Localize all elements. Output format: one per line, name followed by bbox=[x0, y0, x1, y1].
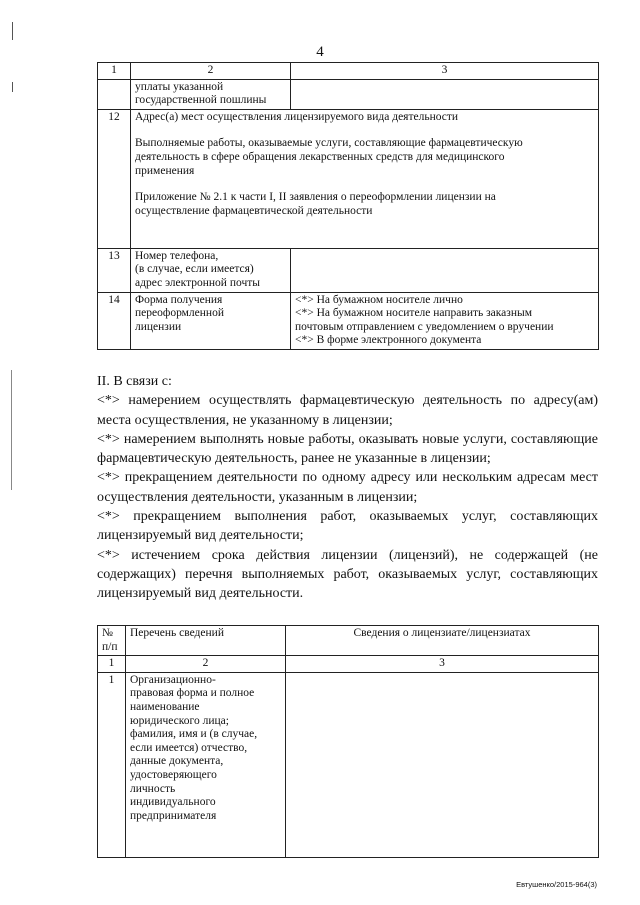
row-1-value[interactable] bbox=[286, 672, 599, 857]
row-1-line: наименование bbox=[130, 700, 200, 713]
row-12-para2-line: Приложение № 2.1 к части I, II заявления о переоформлении лицензии на bbox=[135, 191, 496, 204]
section-2 bbox=[97, 372, 598, 604]
document-code: Евтушенко/2015-964(3) bbox=[516, 880, 597, 889]
table-numbers-row bbox=[98, 656, 599, 673]
col-num-head-line: п/п bbox=[102, 640, 118, 653]
section-2-heading: II. В связи с: bbox=[97, 374, 172, 389]
row-12-para1-line: деятельность в сфере обращения лекарственных средств для медицинского bbox=[135, 150, 505, 163]
row-cont-value bbox=[291, 79, 599, 109]
col-number-1: 1 bbox=[98, 656, 126, 673]
col-number-2: 2 bbox=[126, 656, 286, 673]
col-num-head-line: № bbox=[102, 627, 113, 639]
row-12-para2-line: осуществление фармацевтической деятельности bbox=[135, 204, 373, 217]
row-1-label bbox=[126, 672, 286, 857]
option-electronic[interactable]: <*> В форме электронного документа bbox=[295, 334, 482, 347]
row-1-line: личность bbox=[130, 782, 176, 795]
table-row-13 bbox=[98, 248, 599, 292]
row-number: 1 bbox=[98, 672, 126, 857]
table-header-row bbox=[98, 63, 599, 80]
row-14-label-line: лицензии bbox=[135, 320, 182, 333]
row-1-line: Организационно- bbox=[130, 673, 216, 686]
margin-mark-mid bbox=[12, 82, 13, 92]
margin-mark-top bbox=[12, 22, 13, 40]
section-2-item[interactable]: <*> прекращением деятельности по одному адресу или нескольким адресам мест осуществления деятельности, указанным в лицензии; bbox=[97, 470, 598, 505]
row-13-label-line: адрес электронной почты bbox=[135, 276, 260, 289]
row-13-label bbox=[131, 248, 291, 292]
row-1-line: правовая форма и полное bbox=[130, 687, 255, 700]
col-info-head: Сведения о лицензиате/лицензиатах bbox=[286, 626, 599, 656]
table-row-1 bbox=[98, 672, 599, 857]
section-2-item[interactable]: <*> прекращением выполнения работ, оказываемых услуг, составляющих лицензируемый вид деятельности; bbox=[97, 509, 598, 544]
row-1-line: фамилия, имя и (в случае, bbox=[130, 728, 258, 741]
row-1-line: данные документа, bbox=[130, 755, 224, 768]
col-number-3: 3 bbox=[286, 656, 599, 673]
table-row-12 bbox=[98, 109, 599, 248]
row-cont-line: государственной пошлины bbox=[135, 94, 267, 107]
row-num-empty bbox=[98, 79, 131, 109]
col-num-head bbox=[98, 626, 126, 656]
row-13-value bbox=[291, 248, 599, 292]
option-paper-by-mail-cont: почтовым отправлением с уведомлением о вручении bbox=[295, 320, 554, 333]
section-2-item[interactable]: <*> намерением выполнять новые работы, оказывать новые услуги, составляющие фармацевтическую деятельность, ранее не указанные в лицензии; bbox=[97, 431, 598, 467]
application-table-part bbox=[97, 62, 599, 350]
option-paper-in-person[interactable]: <*> На бумажном носителе лично bbox=[295, 293, 463, 306]
section-2-item[interactable]: <*> истечением срока действия лицензии (лицензий), не содержащей (не содержащих) перечня выполняемых работ, оказываемых услуг, составляющих лицензируемый вид деятельности. bbox=[97, 547, 598, 602]
row-12-para1-line: Выполняемые работы, оказываемые услуги, составляющие фармацевтическую bbox=[135, 137, 523, 150]
header-col-1: 1 bbox=[98, 63, 131, 80]
header-col-3: 3 bbox=[291, 63, 599, 80]
row-1-line: если имеется) отчество, bbox=[130, 741, 248, 754]
row-1-line: индивидуального bbox=[130, 796, 216, 809]
row-13-label-line: (в случае, если имеется) bbox=[135, 263, 254, 276]
page-number: 4 bbox=[316, 44, 324, 60]
margin-mark-low bbox=[11, 370, 12, 490]
option-paper-by-mail[interactable]: <*> На бумажном носителе направить заказным bbox=[295, 307, 532, 320]
row-12-para1-line: применения bbox=[135, 164, 195, 177]
row-12-content bbox=[131, 109, 599, 248]
col-list-head: Перечень сведений bbox=[126, 626, 286, 656]
row-13-label-line: Номер телефона, bbox=[135, 249, 219, 262]
row-1-line: юридического лица; bbox=[130, 714, 229, 727]
licensee-info-table bbox=[97, 625, 599, 858]
row-14-label-line: переоформленной bbox=[135, 307, 224, 320]
row-number: 12 bbox=[98, 109, 131, 248]
row-cont-label bbox=[131, 79, 291, 109]
row-1-line: предпринимателя bbox=[130, 809, 217, 822]
row-12-title: Адрес(а) мест осуществления лицензируемого вида деятельности bbox=[135, 110, 459, 123]
table-row-14 bbox=[98, 292, 599, 349]
section-2-item[interactable]: <*> намерением осуществлять фармацевтическую деятельность по адресу(ам) места осуществления, не указанному в лицензии; bbox=[97, 393, 598, 428]
row-cont-line: уплаты указанной bbox=[135, 80, 224, 93]
row-14-options bbox=[291, 292, 599, 349]
table-head-row bbox=[98, 626, 599, 656]
row-1-line: удостоверяющего bbox=[130, 768, 217, 781]
row-14-label-line: Форма получения bbox=[135, 293, 223, 306]
row-14-label bbox=[131, 292, 291, 349]
row-number: 13 bbox=[98, 248, 131, 292]
table-row-continued bbox=[98, 79, 599, 109]
row-number: 14 bbox=[98, 292, 131, 349]
header-col-2: 2 bbox=[131, 63, 291, 80]
